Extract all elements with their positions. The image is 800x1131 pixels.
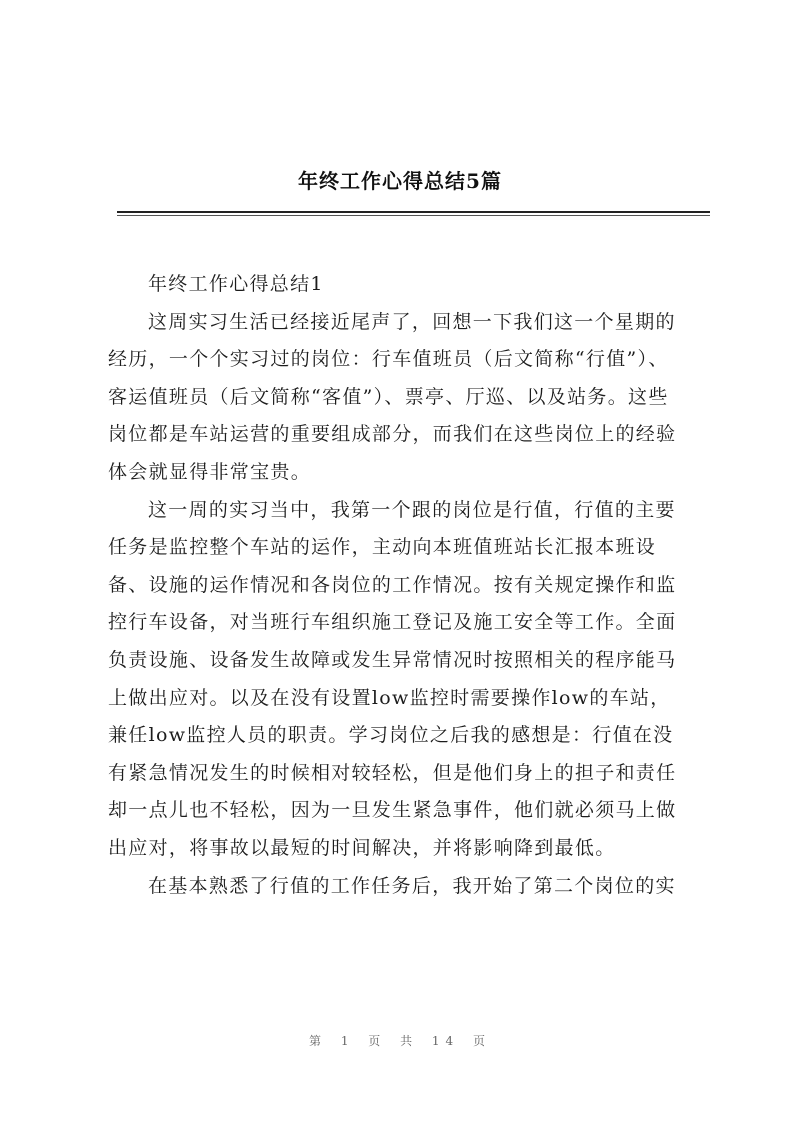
paragraph-line: 任务是监控整个车站的运作，主动向本班值班站长汇报本班设 [108, 536, 657, 559]
page-number-footer: 第 1 页 共 14 页 [309, 1034, 491, 1048]
paragraph-line: 控行车设备，对当班行车组织施工登记及施工安全等工作。全面 [108, 611, 677, 634]
title-divider-thin [117, 215, 710, 216]
section-heading: 年终工作心得总结1 [148, 273, 324, 295]
paragraph-line: 这一周的实习当中，我第一个跟的岗位是行值，行值的主要 [148, 498, 676, 521]
paragraph-line: 在基本熟悉了行值的工作任务后，我开始了第二个岗位的实 [148, 874, 676, 897]
paragraph-line: 上做出应对。以及在没有设置low监控时需要操作low的车站， [108, 686, 671, 709]
paragraph-line: 有紧急情况发生的时候相对较轻松，但是他们身上的担子和责任 [108, 761, 677, 784]
paragraph-line: 却一点儿也不轻松，因为一旦发生紧急事件，他们就必须马上做 [108, 799, 677, 822]
title-divider [117, 211, 710, 213]
paragraph-line: 这周实习生活已经接近尾声了，回想一下我们这一个星期的 [148, 310, 676, 333]
document-body [108, 266, 708, 905]
page-title: 年终工作心得总结5篇 [298, 169, 502, 193]
paragraph-line: 备、设施的运作情况和各岗位的工作情况。按有关规定操作和监 [108, 573, 677, 596]
paragraph-line: 兼任low监控人员的职责。学习岗位之后我的感想是：行值在没 [108, 724, 674, 747]
paragraph-line: 出应对，将事故以最短的时间解决，并将影响降到最低。 [108, 836, 616, 859]
paragraph-line: 负责设施、设备发生故障或发生异常情况时按照相关的程序能马 [108, 648, 677, 671]
paragraph-line: 经历，一个个实习过的岗位：行车值班员（后文简称“行值”）、 [108, 348, 669, 371]
paragraph-line: 体会就显得非常宝贵。 [108, 460, 312, 483]
paragraph-line: 客运值班员（后文简称“客值”）、票亭、厅巡、以及站务。这些 [108, 385, 669, 408]
paragraph-line: 岗位都是车站运营的重要组成部分，而我们在这些岗位上的经验 [108, 423, 677, 446]
